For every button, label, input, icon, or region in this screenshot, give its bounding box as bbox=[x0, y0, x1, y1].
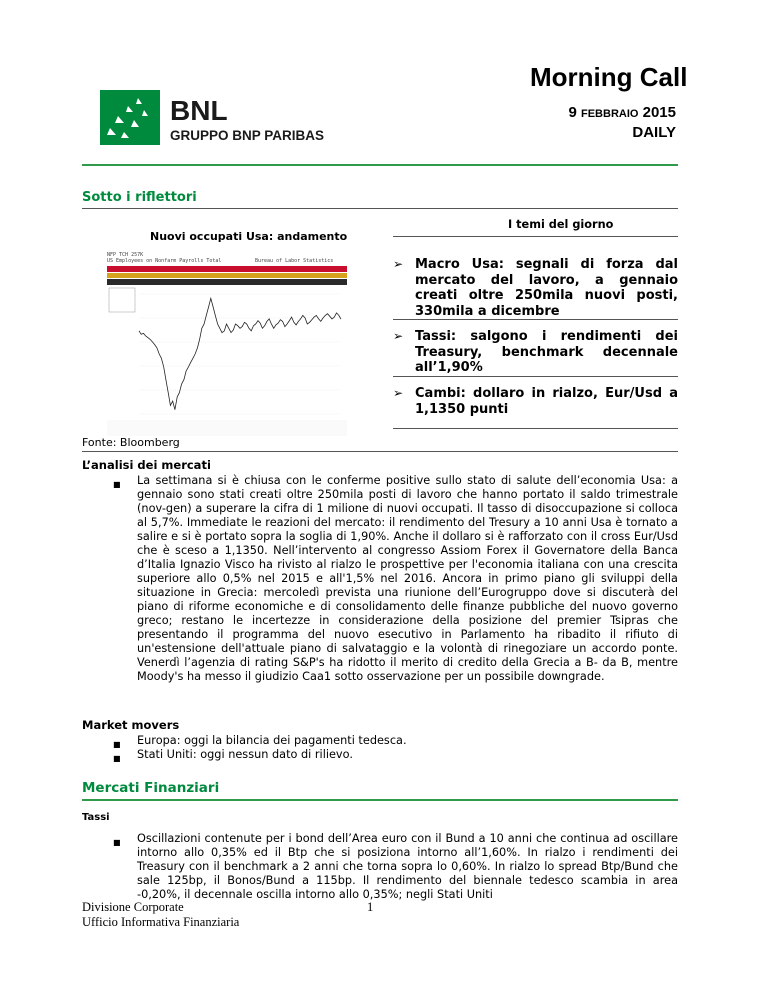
arrow-bullet-icon: ➢ bbox=[393, 386, 404, 400]
chart-toolbar-amber bbox=[107, 273, 347, 278]
theme-text-2: Tassi: salgono i rendimenti dei Treasury, benchmark decennale all’1,90% bbox=[415, 329, 678, 375]
report-edition: DAILY bbox=[632, 124, 676, 141]
bnl-logo bbox=[100, 90, 355, 145]
chart-legend-box bbox=[109, 288, 135, 312]
chart-header-line-3: Bureau of Labor Statistics bbox=[255, 258, 334, 264]
arrow-bullet-icon: ➢ bbox=[393, 329, 404, 343]
arrow-bullet-icon: ➢ bbox=[393, 257, 404, 271]
theme-item-2 bbox=[393, 329, 678, 376]
section-rule bbox=[82, 208, 678, 209]
theme-item-1 bbox=[393, 257, 678, 319]
footer-division: Divisione Corporate bbox=[82, 900, 184, 914]
themes-rule-2 bbox=[393, 376, 678, 377]
logo-main-text: BNL bbox=[170, 95, 228, 126]
date-month: FEBBRAIO bbox=[581, 108, 639, 120]
theme-text-3: Cambi: dollaro in rialzo, Eur/Usd a 1,1350 punti bbox=[415, 386, 678, 417]
theme-text-1: Macro Usa: segnali di forza dal mercato del lavoro, a gennaio creati oltre 250mila nuovi posti, 330mila a dicembre bbox=[415, 257, 678, 319]
chart-toolbar-dark bbox=[107, 279, 347, 285]
themes-rule-top bbox=[393, 236, 678, 237]
square-bullet-icon: ■ bbox=[113, 754, 121, 763]
footer-office: Ufficio Informativa Finanziaria bbox=[82, 915, 240, 929]
rates-paragraph: Oscillazioni contenute per i bond dell’Area euro con il Bund a 10 anni che continua ad oscillare intorno allo 0,35% ed il Btp che si posiziona intorno all’1,60%. In rialzo i rendimenti dei Treasury con il benchmark a 2 anni che torna sopra lo 0,60%. In rialzo lo spread Btp/Bund che sale 125bp, il Bonos/Bund a 115bp. Il rendimento del biennale tedesco scambia in area -0,20%, il decennale oscilla intorno allo 0,35%; negli Stati Uniti bbox=[137, 832, 678, 901]
date-year: 2015 bbox=[642, 104, 676, 121]
bloomberg-chart bbox=[105, 248, 365, 438]
chart-header-line-2: US Employees on Nonfarm Payrolls Total bbox=[107, 258, 222, 264]
report-title: Morning Call bbox=[530, 62, 688, 92]
square-bullet-icon: ■ bbox=[113, 740, 121, 749]
date-day: 9 bbox=[568, 104, 577, 121]
theme-item-3 bbox=[393, 386, 678, 417]
themes-rule-3 bbox=[393, 428, 678, 429]
themes-rule-1 bbox=[393, 319, 678, 320]
header-rule bbox=[82, 164, 678, 166]
source-rule bbox=[82, 451, 678, 452]
analysis-heading: L’analisi dei mercati bbox=[82, 458, 211, 472]
chart-footer-strip bbox=[107, 420, 347, 436]
chart-source: Fonte: Bloomberg bbox=[82, 436, 180, 449]
chart-toolbar-red bbox=[107, 266, 347, 272]
logo-mark-square bbox=[100, 90, 160, 145]
rates-heading: Tassi bbox=[82, 812, 110, 823]
analysis-paragraph: La settimana si è chiusa con le conferme positive sullo stato di salute dell’economia Usa: a gennaio sono stati creati oltre 250mila posti di lavoro che hanno portato il saldo trimestrale (nov-gen) a superare la cifra di 1 milione di nuovi occupati. Il tasso di disoccupazione si colloca al 5,7%. Immediate le reazioni del mercato: il rendimento del Tresury a 10 anni Usa è tornato a salire e si è portato sopra la soglia di 1,90%. Anche il dollaro si è rafforzato con il cross Eur/Usd che è sceso a 1,1350. Nell’intervento al congresso Assiom Forex il Governatore della Banca d’Italia Ignazio Visco ha rivisto al rialzo le prospettive per l'economia italiana con una crescita superiore allo 0,5% nel 2015 e all'1,5% nel 2016. Ancora in primo piano gli sviluppi della situazione in Grecia: mercoledì prevista una riunione dell’Eurogruppo dove si discuterà del piano di riforme economiche e di consolidamento delle finanze pubbliche del nuovo governo greco; restano le incertezze in considerazione della posizione del premier Tsipras che presentando il programma del nuovo esecutivo in Parlamento ha ribadito il rifiuto di un'estensione dell'attuale piano di salvataggio e la volontà di rinegoziare un accordo ponte. Venerdì l’agenzia di rating S&P's ha ridotto il merito di credito della Grecia a B- da B, mentre Moody's ha messo il giudizio Caa1 sotto osservazione per un possibile downgrade. bbox=[137, 474, 678, 683]
movers-heading: Market movers bbox=[82, 718, 180, 732]
themes-heading: I temi del giorno bbox=[508, 218, 614, 231]
mover-item-2: Stati Uniti: oggi nessun dato di rilievo. bbox=[137, 748, 353, 761]
logo-sub-text: GRUPPO BNP PARIBAS bbox=[170, 128, 325, 143]
chart-svg bbox=[105, 248, 365, 438]
square-bullet-icon: ■ bbox=[113, 838, 121, 847]
page-number: 1 bbox=[367, 900, 374, 914]
square-bullet-icon: ■ bbox=[113, 480, 121, 489]
section-heading-spotlight: Sotto i riflettori bbox=[82, 190, 197, 205]
mover-item-1: Europa: oggi la bilancia dei pagamenti tedesca. bbox=[137, 734, 407, 747]
report-date bbox=[568, 104, 676, 121]
markets-rule bbox=[82, 799, 678, 801]
markets-heading: Mercati Finanziari bbox=[82, 780, 220, 796]
chart-header-line-1: NFP TCH 257K bbox=[107, 252, 144, 258]
chart-caption: Nuovi occupati Usa: andamento bbox=[150, 230, 348, 243]
